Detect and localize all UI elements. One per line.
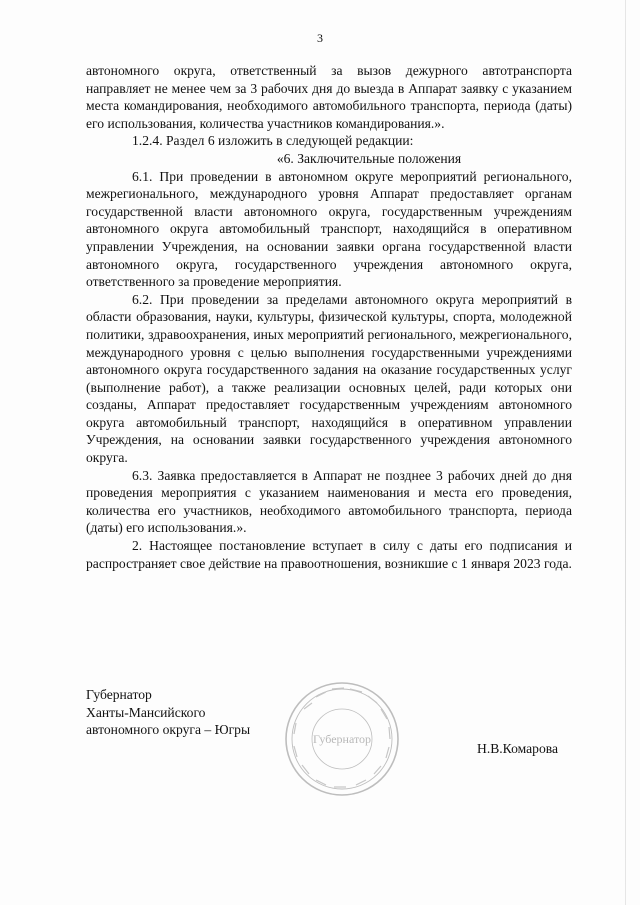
paragraph-section-amendment: 1.2.4. Раздел 6 изложить в следующей редакции: <box>132 133 414 149</box>
paragraph-effective-date: 2. Настоящее постановление вступает в силу с даты его подписания и распространяет свое действие на правоотношения, возникшие с 1 января 2023 года. <box>86 538 572 571</box>
paragraph-6-1: 6.1. При проведении в автономном округе мероприятий регионального, межрегионального, международного уровня Аппарат предоставляет органам государственной власти автономного округа, государственным учреждениям автономного округа автомобильный транспорт, находящийся в оперативном управлении Учреждения, на основании заявки органа государственной власти автономного округа, государственного учреждения автономного округа, ответственного за проведение мероприятия. <box>86 168 572 290</box>
signature-title-line: Ханты-Мансийского <box>86 704 206 720</box>
signature-title-line: Губернатор <box>86 687 152 702</box>
signature-title-block <box>86 686 250 739</box>
paragraph-continuation: автономного округа, ответственный за вызов дежурного автотранспорта направляет не менее чем за 3 рабочих дня до выезда в Аппарат заявку с указанием места командирования, необходимого автомобильного транспорта, периода (даты) его использования, количества участников командирования.». <box>86 63 572 131</box>
scan-edge-line <box>625 0 626 905</box>
document-body <box>86 62 572 572</box>
seal-center-text: Губернатор <box>312 732 372 746</box>
signer-name: Н.В.Комарова <box>477 741 559 756</box>
page-number: 3 <box>317 31 323 45</box>
paragraph-6-2: 6.2. При проведении за пределами автономного округа мероприятий в области образования, науки, культуры, физической культуры, спорта, молодежной политики, здравоохранения, иных мероприятий регионального, межрегионального, международного уровня с целью выполнения государственными учреждениями автономного округа государственного задания на оказание государственных услуг (выполнение работ), а также реализации основных целей, ради которых они созданы, Аппарат предоставляет государственным учреждениям автономного округа автомобильный транспорт, находящийся в оперативном управлении Учреждения, на основании заявки государственного учреждения автономного округа. <box>86 291 572 466</box>
paragraph-6-3: 6.3. Заявка предоставляется в Аппарат не позднее 3 рабочих дней до дня проведения мероприятия с указанием наименования и места его проведения, количества его участников, необходимого автомобильного транспорта, периода (даты) его использования.». <box>86 467 572 536</box>
official-seal-stamp <box>282 679 402 799</box>
section-heading: «6. Заключительные положения <box>276 150 462 166</box>
signature-title-line: автономного округа – Югры <box>86 722 251 738</box>
